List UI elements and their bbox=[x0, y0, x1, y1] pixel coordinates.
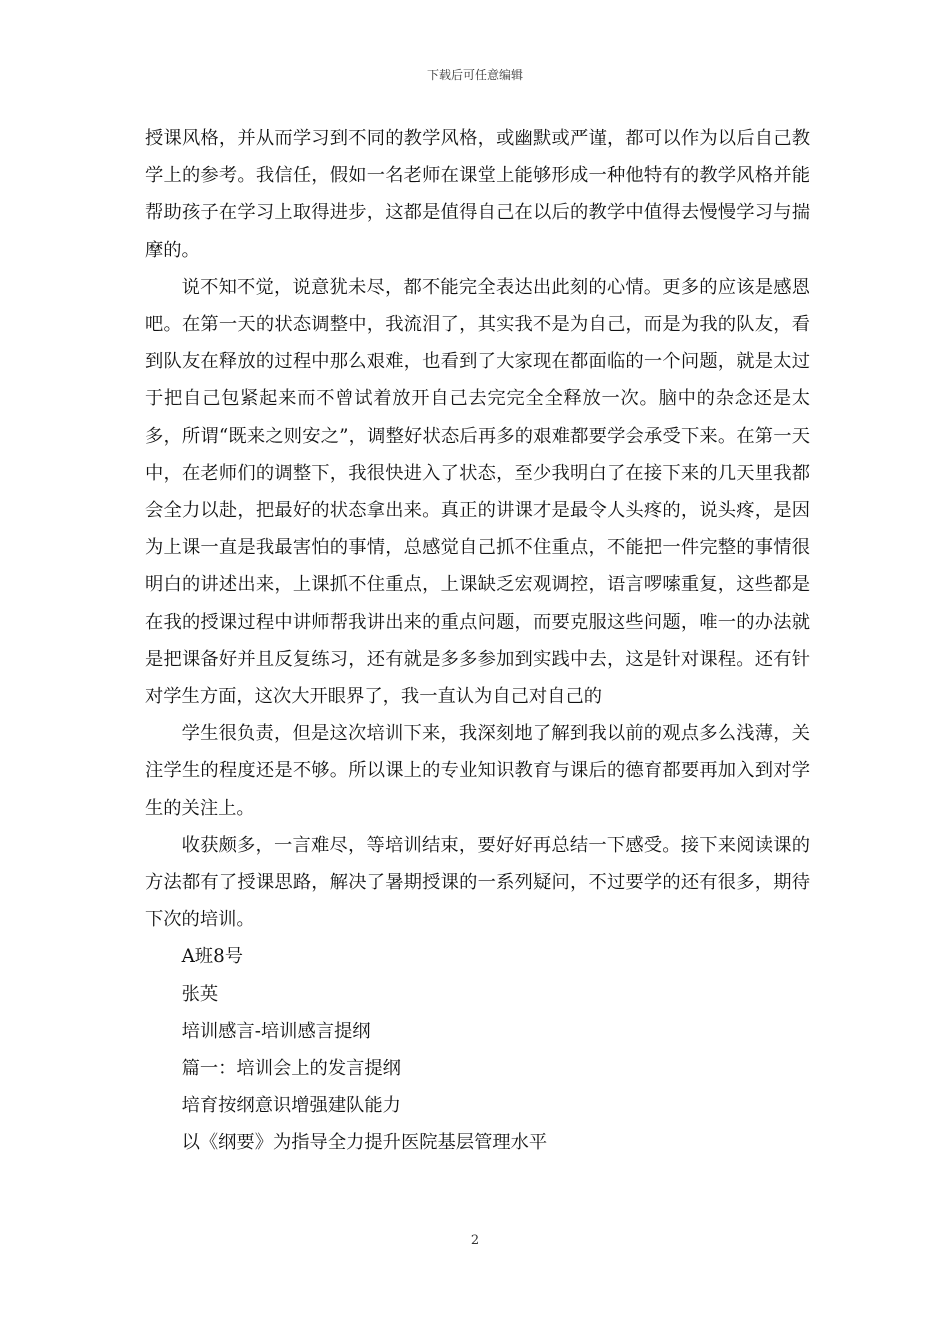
page-number: 2 bbox=[470, 1233, 480, 1248]
section-title: 培训感言-培训感言提纲 bbox=[181, 1020, 371, 1042]
chapter-heading: 篇一：培训会上的发言提纲 bbox=[181, 1058, 401, 1080]
document-body bbox=[145, 120, 810, 1162]
outline-item: 培育按纲意识增强建队能力 bbox=[181, 1095, 401, 1117]
class-info: A班8号 bbox=[181, 946, 243, 968]
paragraph: 收获颇多，一言难尽，等培训结束，要好好再总结一下感受。接下来阅读课的方法都有了授课思路，解决了暑期授课的一系列疑问，不过要学的还有很多，期待下次的培训。 bbox=[145, 834, 810, 931]
page-header: 下载后可任意编辑 bbox=[426, 68, 523, 82]
outline-item: 以《纲要》为指导全力提升医院基层管理水平 bbox=[181, 1132, 548, 1154]
paragraph: 授课风格，并从而学习到不同的教学风格，或幽默或严谨，都可以作为以后自己教学上的参考。我信任，假如一名老师在课堂上能够形成一种他特有的教学风格并能帮助孩子在学习上取得进步，这都是值得自己在以后的教学中值得去慢慢学习与揣摩的。 bbox=[145, 128, 810, 261]
paragraph: 学生很负责，但是这次培训下来，我深刻地了解到我以前的观点多么浅薄，关注学生的程度还是不够。所以课上的专业知识教育与课后的德育都要再加入到对学生的关注上。 bbox=[145, 723, 810, 819]
author-name: 张英 bbox=[181, 983, 219, 1005]
paragraph: 说不知不觉，说意犹未尽，都不能完全表达出此刻的心情。更多的应该是感恩吧。在第一天的状态调整中，我流泪了，其实我不是为自己，而是为我的队友，看到队友在释放的过程中那么艰难，也看到了大家现在都面临的一个问题，就是太过于把自己包紧起来而不曾试着放开自己去完完全全释放一次。脑中的杂念还是太多，所谓“既来之则安之”，调整好状态后再多的艰难都要学会承受下来。在第一天中，在老师们的调整下，我很快进入了状态，至少我明白了在接下来的几天里我都会全力以赴，把最好的状态拿出来。真正的讲课才是最令人头疼的，说头疼，是因为上课一直是我最害怕的事情，总感觉自己抓不住重点，不能把一件完整的事情很明白的讲述出来，上课抓不住重点，上课缺乏宏观调控，语言啰嗦重复，这些都是在我的授课过程中讲师帮我讲出来的重点问题，而要克服这些问题，唯一的办法就是把课备好并且反复练习，还有就是多多参加到实践中去，这是针对课程。还有针对学生方面，这次大开眼界了，我一直认为自己对自己的 bbox=[145, 276, 810, 708]
